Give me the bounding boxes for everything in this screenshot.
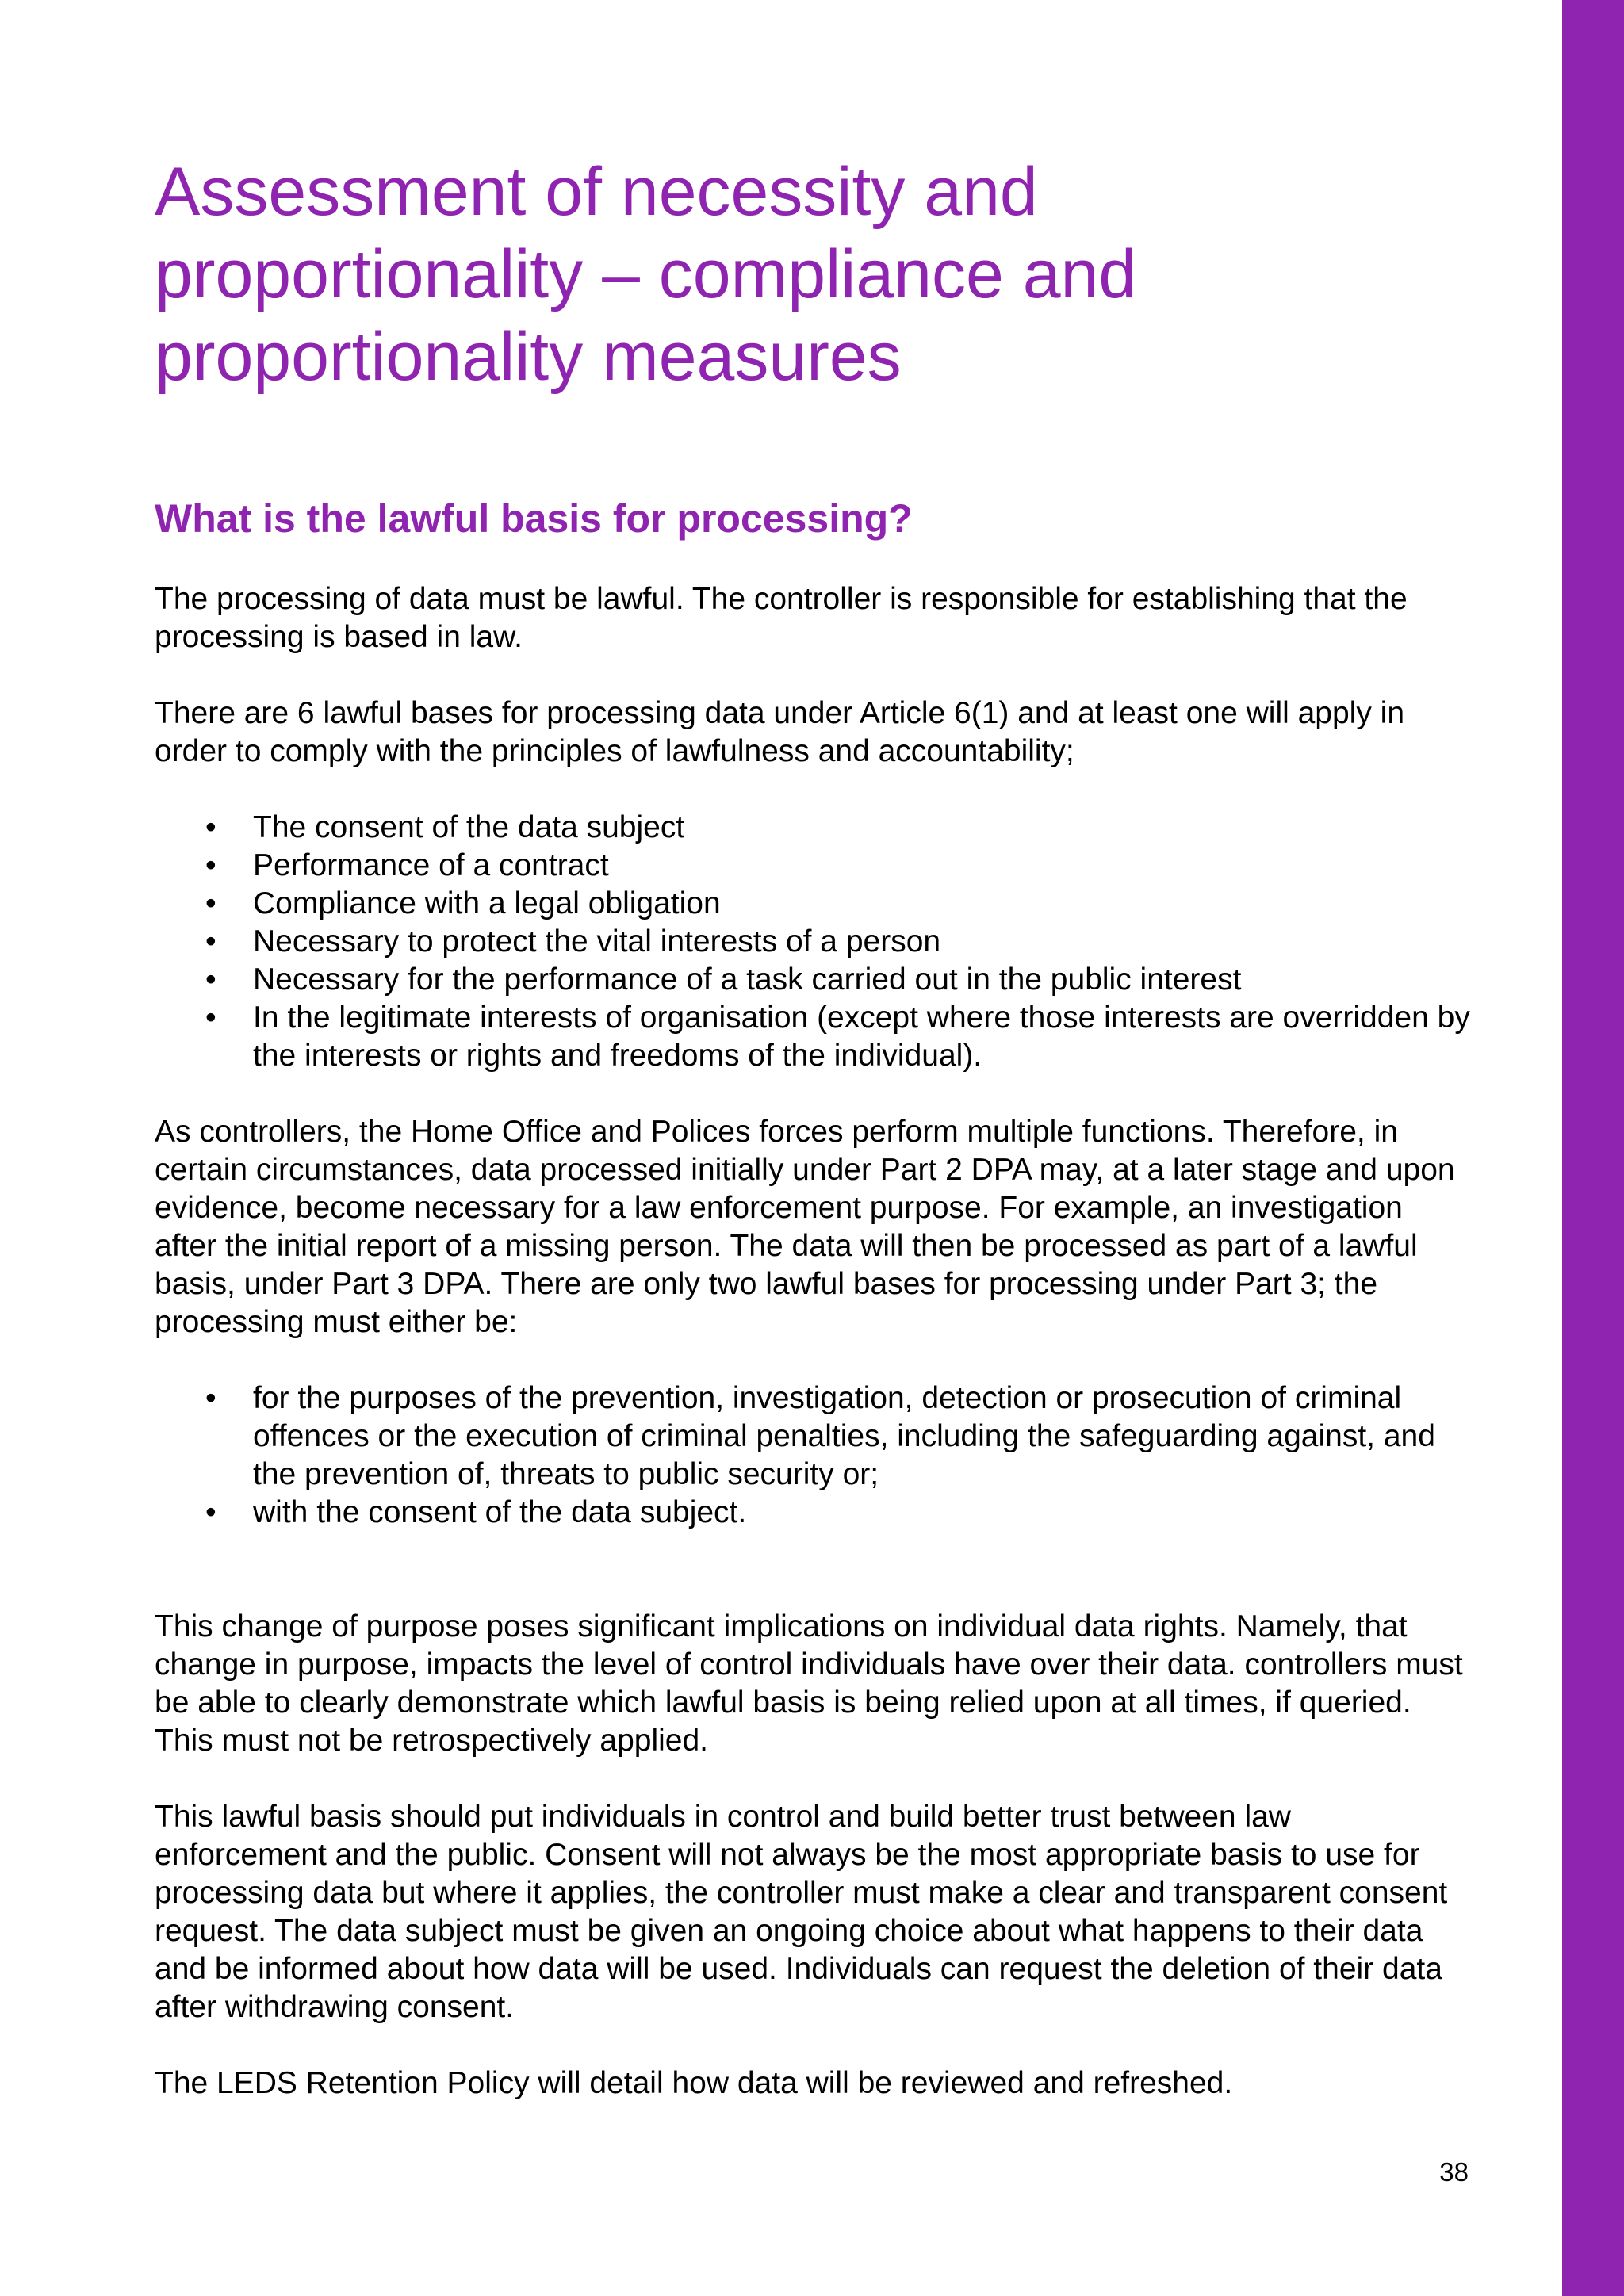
list-item: • Performance of a contract <box>253 847 1471 885</box>
paragraph-retention-policy: The LEDS Retention Policy will detail how data will be reviewed and refreshed. <box>155 2066 1233 2100</box>
list-item: • with the consent of the data subject. <box>253 1494 1471 1532</box>
page-title: Assessment of necessity and proportionality – compliance and proportionality measures <box>155 154 1137 395</box>
paragraph-change-of-purpose: This change of purpose poses significant implications on individual data rights. Namely, that change in purpose, impacts the level of control individuals have over their data. controllers must be able to clearly demonstrate which lawful basis is being relied upon at all times, if queried. This must not be retrospectively applied. <box>155 1609 1463 1758</box>
lawful-bases-list <box>155 809 1471 1075</box>
side-accent-bar <box>1562 0 1624 2296</box>
document-body <box>155 151 1471 2103</box>
list-item: • In the legitimate interests of organisation (except where those interests are overridden by the interests or rights and freedoms of the individual). <box>253 999 1471 1075</box>
page-number: 38 <box>1439 2157 1469 2187</box>
paragraph-consent: This lawful basis should put individuals in control and build better trust between law enforcement and the public. Consent will not always be the most appropriate basis to use for processing data but where it applies, the controller must make a clear and transparent consent request. The data subject must be given an ongoing choice about what happens to their data and be informed about how data will be used. Individuals can request the deletion of their data after withdrawing consent. <box>155 1800 1448 2024</box>
list-item: • Compliance with a legal obligation <box>253 885 1471 923</box>
list-item: • for the purposes of the prevention, investigation, detection or prosecution of criminal offences or the execution of criminal penalties, including the safeguarding against, and the prevention of, threats to public security or; <box>253 1380 1471 1494</box>
list-item: • The consent of the data subject <box>253 809 1471 847</box>
list-item: • Necessary to protect the vital interests of a person <box>253 923 1471 961</box>
section-heading: What is the lawful basis for processing? <box>155 496 913 541</box>
paragraph-lawful-processing: The processing of data must be lawful. The controller is responsible for establishing that the processing is based in law. <box>155 582 1408 654</box>
paragraph-controllers: As controllers, the Home Office and Polices forces perform multiple functions. Therefore, in certain circumstances, data processed initially under Part 2 DPA may, at a later stage and upon evidence, become necessary for a law enforcement purpose. For example, an investigation after the initial report of a missing person. The data will then be processed as part of a lawful basis, under Part 3 DPA. There are only two lawful bases for processing under Part 3; the processing must either be: <box>155 1115 1455 1339</box>
part3-bases-list <box>155 1380 1471 1532</box>
list-item: • Necessary for the performance of a task carried out in the public interest <box>253 961 1471 999</box>
paragraph-six-bases: There are 6 lawful bases for processing data under Article 6(1) and at least one will apply in order to comply with the principles of lawfulness and accountability; <box>155 696 1405 768</box>
